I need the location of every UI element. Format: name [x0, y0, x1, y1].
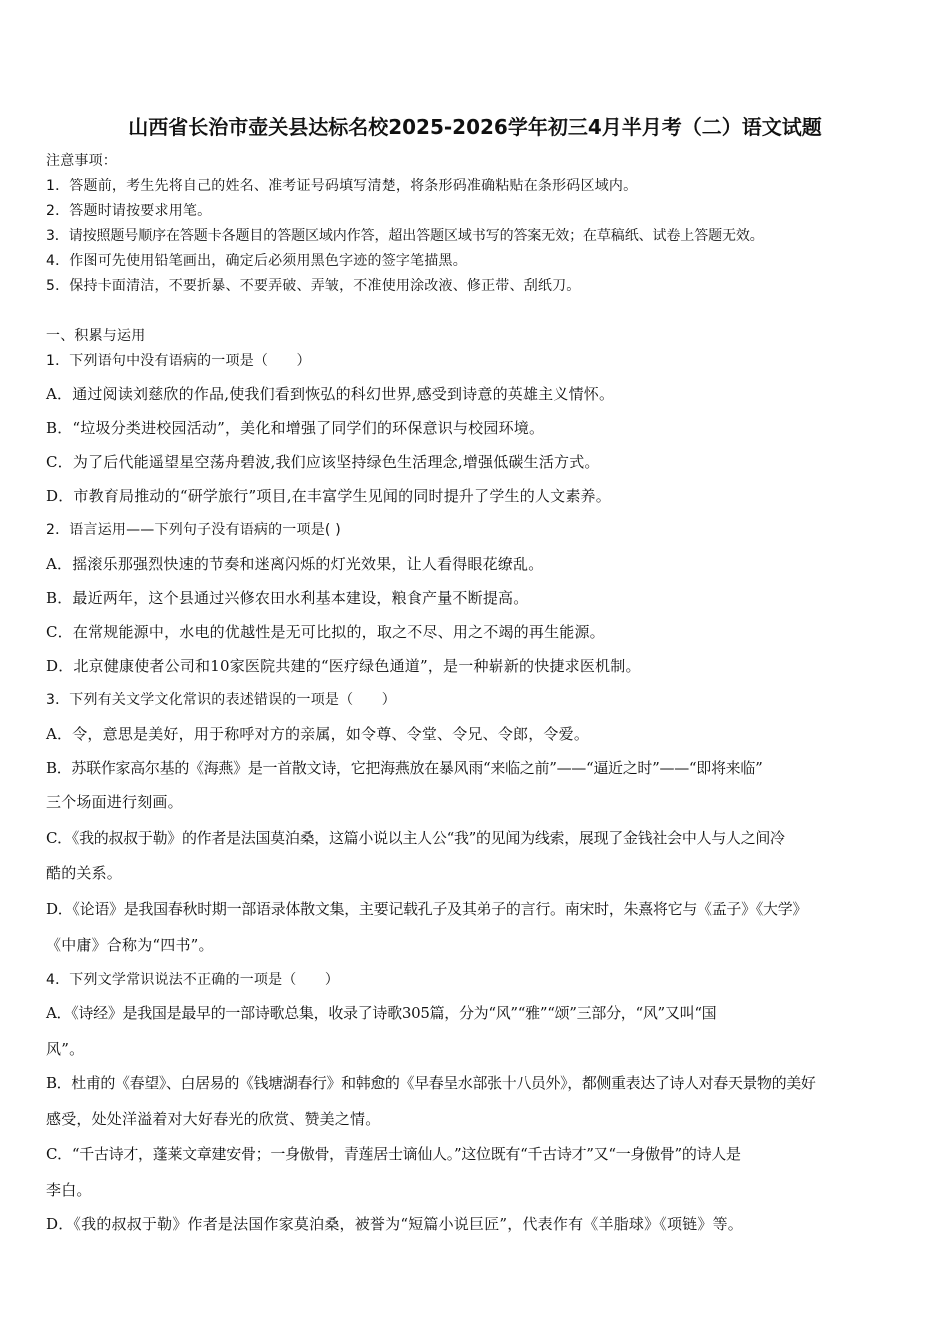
question-stem: 3．下列有关文学文化常识的表述错误的一项是（ ）: [46, 692, 396, 708]
notice-item: 5．保持卡面清洁，不要折暴、不要弄破、弄皱，不准使用涂改液、修正带、刮纸刀。: [46, 278, 581, 294]
option-continuation: 感受，处处洋溢着对大好春光的欣赏、赞美之情。: [46, 1110, 381, 1128]
notice-item: 1．答题前，考生先将自己的姓名、准考证号码填写清楚，将条形码准确粘贴在条形码区域内。: [46, 178, 638, 194]
option-line: C．在常规能源中，水电的优越性是无可比拟的，取之不尽、用之不竭的再生能源。: [46, 623, 605, 641]
option-line: B．苏联作家高尔基的《海燕》是一首散文诗，它把海燕放在暴风雨“来临之前”——“逼近之时”——“即将来临”: [46, 759, 763, 777]
section-heading: 一、积累与运用: [46, 328, 146, 344]
option-line: A．摇滚乐那强烈快速的节奏和迷离闪烁的灯光效果，让人看得眼花缭乱。: [46, 555, 544, 573]
option-line: C．“千古诗才，蓬莱文章建安骨；一身傲骨，青莲居士谪仙人。”这位既有“千古诗才”又“一身傲骨”的诗人是: [46, 1145, 741, 1163]
notice-item: 4．作图可先使用铅笔画出，确定后必须用黑色字迹的签字笔描黑。: [46, 253, 467, 269]
option-line: D．市教育局推动的“研学旅行”项目,在丰富学生见闻的同时提升了学生的人文素养。: [46, 487, 611, 505]
option-line: A．令，意思是美好，用于称呼对方的亲属，如令尊、令堂、令兄、令郎，令爱。: [46, 725, 590, 743]
option-line: C．为了后代能遥望星空荡舟碧波,我们应该坚持绿色生活理念,增强低碳生活方式。: [46, 453, 600, 471]
notice-heading: 注意事项：: [46, 153, 117, 169]
option-line: C．《我的叔叔于勒》的作者是法国莫泊桑，这篇小说以主人公“我”的见闻为线索，展现了金钱社会中人与人之间冷: [46, 829, 785, 847]
option-continuation: 风”。: [46, 1040, 85, 1058]
option-continuation: 三个场面进行刻画。: [46, 793, 183, 811]
question-stem: 1．下列语句中没有语病的一项是（ ）: [46, 353, 311, 369]
notice-item: 2．答题时请按要求用笔。: [46, 203, 212, 219]
option-line: A．通过阅读刘慈欣的作品,使我们看到恢弘的科幻世界,感受到诗意的英雄主义情怀。: [46, 385, 615, 403]
question-stem: 4．下列文学常识说法不正确的一项是（ ）: [46, 972, 340, 988]
option-line: B．杜甫的《春望》、白居易的《钱塘湖春行》和韩愈的《早春呈水部张十八员外》，都侧重表达了诗人对春天景物的美好: [46, 1074, 816, 1092]
option-continuation: 李白。: [46, 1181, 92, 1199]
question-stem: 2．语言运用——下列句子没有语病的一项是( ): [46, 522, 341, 538]
notice-item: 3．请按照题号顺序在答题卡各题目的答题区域内作答，超出答题区域书写的答案无效；在草稿纸、试卷上答题无效。: [46, 228, 764, 244]
exam-title: 山西省长治市壶关县达标名校2025-2026学年初三4月半月考（二）语文试题: [128, 115, 822, 139]
option-line: D．北京健康使者公司和10家医院共建的“医疗绿色通道”，是一种崭新的快捷求医机制。: [46, 657, 641, 675]
option-line: D．《论语》是我国春秋时期一部语录体散文集，主要记载孔子及其弟子的言行。南宋时，朱熹将它与《孟子》《大学》: [46, 900, 808, 918]
option-continuation: 《中庸》合称为“四书”。: [46, 936, 214, 954]
option-line: B．最近两年，这个县通过兴修农田水利基本建设，粮食产量不断提高。: [46, 589, 529, 607]
option-line: D．《我的叔叔于勒》作者是法国作家莫泊桑，被誉为“短篇小说巨匠”，代表作有《羊脂球》《项链》等。: [46, 1215, 743, 1233]
option-continuation: 酷的关系。: [46, 864, 123, 882]
option-line: B．“垃圾分类进校园活动”，美化和增强了同学们的环保意识与校园环境。: [46, 419, 545, 437]
option-line: A．《诗经》是我国是最早的一部诗歌总集，收录了诗歌305篇，分为“风”“雅”“颂”三部分，“风”又叫“国: [46, 1004, 717, 1022]
